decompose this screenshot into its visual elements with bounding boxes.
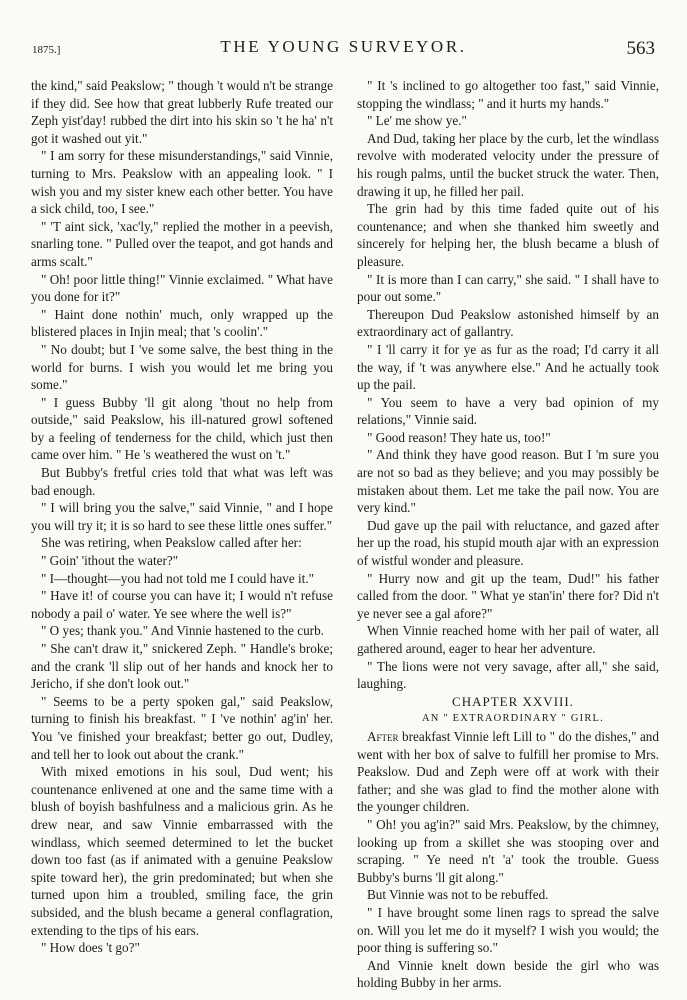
paragraph: But Bubby's fretful cries told that what was left was bad enough. <box>31 465 333 498</box>
paragraph: " The lions were not very savage, after all," she said, laughing. <box>357 658 659 692</box>
paragraph: " Oh! poor little thing!" Vinnie exclaimed. " What have you done for it?" <box>31 271 333 305</box>
paragraph: " It is more than I can carry," she said. " I shall have to pour out some." <box>357 271 659 305</box>
paragraph: The grin had by this time faded quite out of his countenance; and when she thanked him sweetly and sincerely for helping her, the blush became a blush of pleasure. <box>357 201 659 269</box>
paragraph: " Good reason! They hate us, too!" <box>367 429 551 445</box>
chapter-title: CHAPTER XXVIII. <box>452 693 574 709</box>
paragraph: " And think they have good reason. But I 'm sure you are not so bad as they believe; and you may possibly be mistaken about them. Let me take the pail now. You are very kind." <box>357 447 659 516</box>
paragraph: With mixed emotions in his soul, Dud went; his countenance enlivened at one and the same time with a blush of boyish bashfulness and a malicious grin. As he drew near, and saw Vinnie embarrassed with the windlass, which seemed determined to let the bucket down too fast (as if animated with a genuine Peakslow spite toward her), the grin predominated; but when she turned upon him a troubled, smiling face, the grin subsided, and the blush became a general conflagration, extending to the tips of his ears. <box>31 764 333 938</box>
paragraph: When Vinnie reached home with her pail of water, all gathered around, eager to hear her adventure. <box>357 623 659 656</box>
paragraph: Dud gave up the pail with reluctance, and gazed after her up the road, his stupid mouth ajar with an expression of wistful wonder and pleasure. <box>357 517 659 569</box>
page-number: 563 <box>626 38 655 59</box>
paragraph: And Vinnie knelt down beside the girl who was holding Bubby in her arms. <box>357 957 659 991</box>
paragraph: " I have brought some linen rags to spread the salve on. Will you let me do it myself? I wish you would; the poor thing is suffering so." <box>357 904 659 956</box>
right-column <box>357 77 659 992</box>
paragraph: " Le' me show ye." <box>367 113 467 129</box>
issue-year: 1875.] <box>32 44 61 56</box>
paragraph: " I 'll carry it for ye as fur as the road; I'd carry it all the way, if 't was anywhere else." And he actually took up the pail. <box>357 341 659 393</box>
paragraph: " Have it! of course you can have it; I would n't refuse nobody a pail o' water. Ye see where the well is?" <box>31 588 333 621</box>
paragraph: But Vinnie was not to be rebuffed. <box>367 887 549 903</box>
paragraph: " Goin' 'ithout the water?" <box>41 553 179 569</box>
running-title: THE YOUNG SURVEYOR. <box>220 37 467 56</box>
chapter-subtitle: AN " EXTRAORDINARY " GIRL. <box>421 713 604 725</box>
left-column <box>31 77 333 957</box>
paragraph: " O yes; thank you." And Vinnie hastened to the curb. <box>41 623 324 639</box>
paragraph: " No doubt; but I 've some salve, the best thing in the world for burns. I wish you would let me bring you some." <box>31 341 333 393</box>
paragraph: " I will bring you the salve," said Vinnie, " and I hope you will try it; it is so hard to see these little ones suffer." <box>31 500 333 533</box>
paragraph: " It 's inclined to go altogether too fast," said Vinnie, stopping the windlass; " and it hurts my hands." <box>357 78 659 111</box>
paragraph: " Hurry now and git up the team, Dud!" his father called from the door. " What ye stan'in' there for? Did n't ye never see a gal afore?" <box>357 570 659 621</box>
page-header <box>0 0 687 64</box>
opening-text: breakfast Vinnie left Lill to " do the dishes," and went with her box of salve to fulfill her promise to Mrs. Peakslow. Dud and Zeph were off at work with their father; and she was glad to find the mother alone with the younger children. <box>357 728 659 815</box>
paragraph: " Oh! you ag'in?" said Mrs. Peakslow, by the chimney, looking up from a skillet she was stooping over and scraping. " Ye need n't 'a' took the trouble. Guess Bubby's burns 'll git along." <box>357 816 659 885</box>
paragraph: " How does 't go?" <box>41 940 140 956</box>
paragraph: " I—thought—you had not told me I could have it." <box>41 570 315 586</box>
chapter-opening-paragraph <box>357 728 659 816</box>
paragraph: Thereupon Dud Peakslow astonished himself by an extraordinary act of gallantry. <box>357 306 659 340</box>
paragraph: " I am sorry for these misunderstandings," said Vinnie, turning to Mrs. Peakslow with an appealing look. " I wish you and my sister knew each other better. You have a sick child, too, I see." <box>31 148 333 217</box>
paragraph: " Seems to be a perty spoken gal," said Peakslow, turning to finish his breakfast. " I 've nothin' ag'in' her. You 've finished your breakfast; better go out, Dudley, and tell her to look out about the crank." <box>31 693 333 762</box>
opening-word: After <box>367 728 399 744</box>
paragraph: And Dud, taking her place by the curb, let the windlass revolve with moderated velocity under the pressure of his rough palms, until the bucket struck the water. Then, drawing it up, he filled her pail. <box>357 130 659 199</box>
paragraph: " I guess Bubby 'll git along 'thout no help from outside," said Peakslow, his ill-natured growl softened by a feeling of tenderness for the child, which just then came over him. " He 's weathered the wust on 't." <box>31 394 333 463</box>
paragraph: " You seem to have a very bad opinion of my relations," Vinnie said. <box>357 394 659 428</box>
paragraph: She was retiring, when Peakslow called after her: <box>41 535 302 551</box>
paragraph: " Haint done nothin' much, only wrapped up the blistered places in Injin meal; that 's coolin'." <box>31 306 333 340</box>
paragraph: " She can't draw it," snickered Zeph. " Handle's broke; and the crank 'll slip out of her hands and knock her to Jericho, if she don't look out." <box>31 641 333 692</box>
paragraph: the kind," said Peakslow; " though 't would n't be strange if they did. See how that great lubberly Rufe treated our Zeph yist'day! rubbed the dirt into his skin so 't he ha' n't got it washed out yit." <box>31 78 333 146</box>
paragraph: " 'T aint sick, 'xac'ly," replied the mother in a peevish, snarling tone. " Pulled over the teapot, and got hands and arms scalt." <box>31 218 333 269</box>
